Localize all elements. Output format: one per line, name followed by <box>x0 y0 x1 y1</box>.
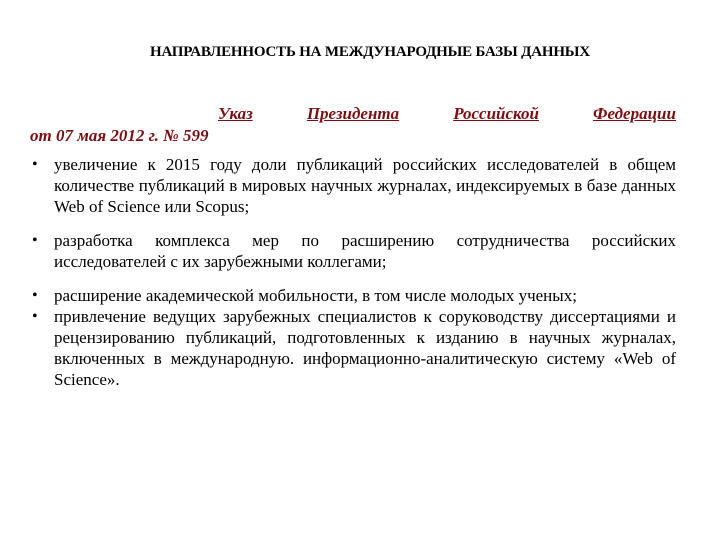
decree-word-president: Президента <box>306 104 400 123</box>
bullet-item-mobility: • расширение академической мобильности, в том числе молодых ученых; <box>30 285 676 306</box>
bullet-list <box>30 154 676 390</box>
decree-line-1 <box>30 103 676 125</box>
bullet-item-publications-share: • увеличение к 2015 году доли публикаций российских исследователей в общем количестве публикаций в мировых научных журналах, индексируемых в базе данных Web of Science или Scopus; <box>30 154 676 217</box>
decree-word-ukaz: Указ <box>218 104 253 123</box>
bullet-item-cooperation: • разработка комплекса мер по расширению сотрудничества российских исследователей с их зарубежными коллегами; <box>30 230 676 272</box>
decree-word-federation: Федерации <box>593 104 676 123</box>
page-title: НАПРАВЛЕННОСТЬ НА МЕЖДУНАРОДНЫЕ БАЗЫ ДАННЫХ <box>150 44 590 60</box>
decree-reference <box>30 103 676 147</box>
decree-date-number: от 07 мая 2012 г. № 599 <box>30 126 209 145</box>
bullet-item-foreign-specialists: • привлечение ведущих зарубежных специалистов к соруководству диссертациями и рецензированию публикаций, подготовленных к изданию в научных журналах, включенных в международную. информационно-аналитическую систему «Web of Science». <box>30 306 676 390</box>
decree-word-russian: Российской <box>453 104 539 123</box>
